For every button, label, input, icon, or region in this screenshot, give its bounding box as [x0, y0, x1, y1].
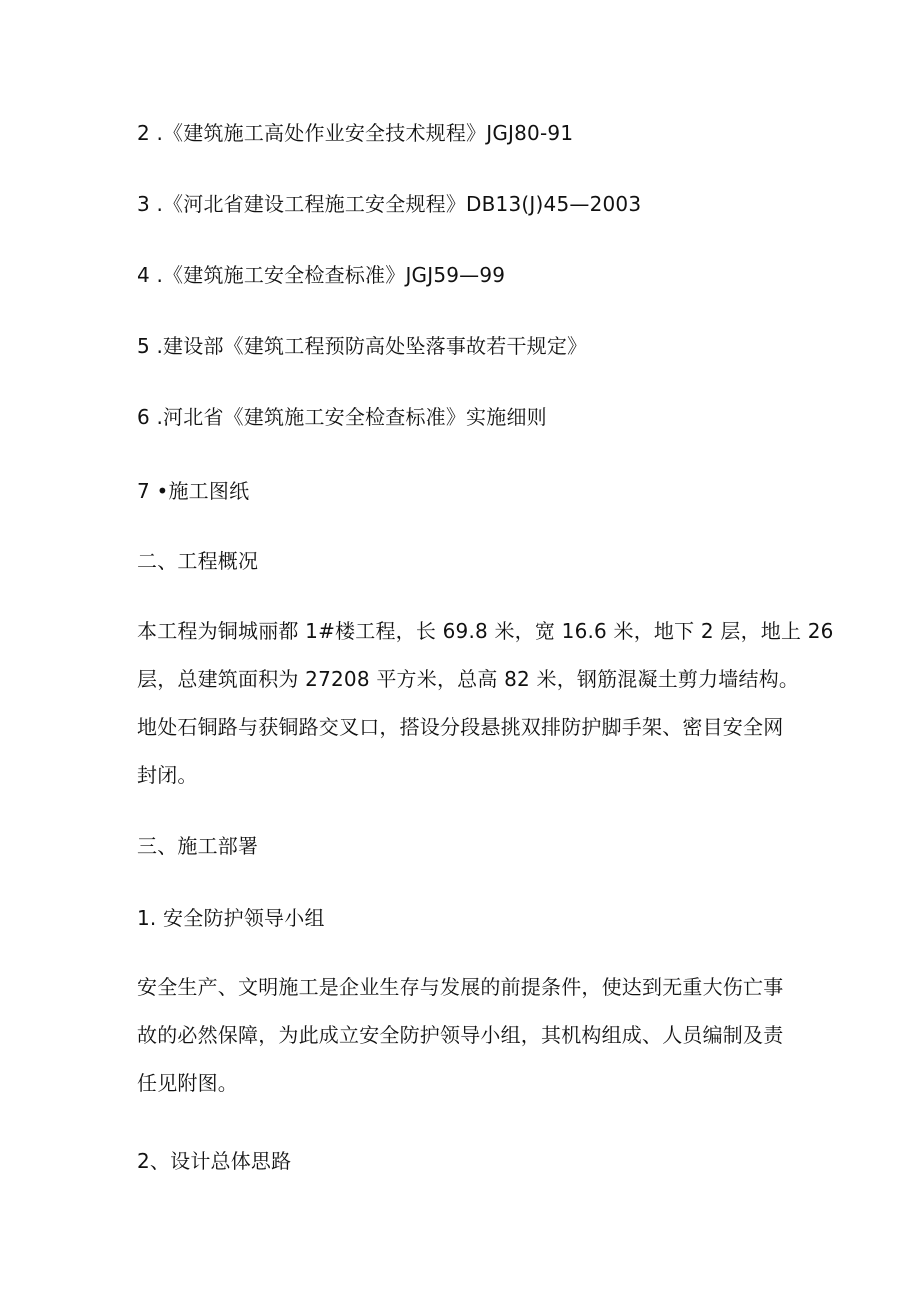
reference-item-4: 4 .《建筑施工安全检查标准》JGJ59—99	[137, 263, 506, 287]
paragraph-line: 封闭。	[137, 763, 198, 787]
safety-team-paragraph	[137, 963, 787, 1107]
reference-item-2: 2 .《建筑施工高处作业安全技术规程》JGJ80-91	[137, 121, 574, 145]
reference-item-3: 3 .《河北省建设工程施工安全规程》DB13(J)45—2003	[137, 192, 642, 216]
subsection-heading-design-approach: 2、设计总体思路	[137, 1149, 292, 1173]
reference-item-5: 5 .建设部《建筑工程预防高处坠落事故若干规定》	[137, 334, 588, 358]
section-heading-project-overview: 二、工程概况	[137, 549, 259, 573]
paragraph-line: 任见附图。	[137, 1071, 238, 1095]
paragraph-line: 地处石铜路与获铜路交叉口，搭设分段悬挑双排防护脚手架、密目安全网	[137, 715, 784, 739]
section-heading-construction-deployment: 三、施工部署	[137, 834, 259, 858]
paragraph-line: 故的必然保障，为此成立安全防护领导小组，其机构组成、人员编制及责	[137, 1023, 784, 1047]
reference-item-7: 7 •施工图纸	[137, 479, 250, 503]
subsection-heading-safety-team: 1. 安全防护领导小组	[137, 906, 325, 930]
paragraph-line: 安全生产、文明施工是企业生存与发展的前提条件，使达到无重大伤亡事	[137, 975, 784, 999]
paragraph-line: 层，总建筑面积为 27208 平方米，总高 82 米，钢筋混凝土剪力墙结构。	[137, 667, 800, 691]
reference-item-6: 6 .河北省《建筑施工安全检查标准》实施细则	[137, 405, 547, 429]
project-overview-paragraph	[137, 607, 834, 799]
paragraph-line: 本工程为铜城丽都 1#楼工程，长 69.8 米，宽 16.6 米，地下 2 层，地上 26	[137, 619, 834, 643]
